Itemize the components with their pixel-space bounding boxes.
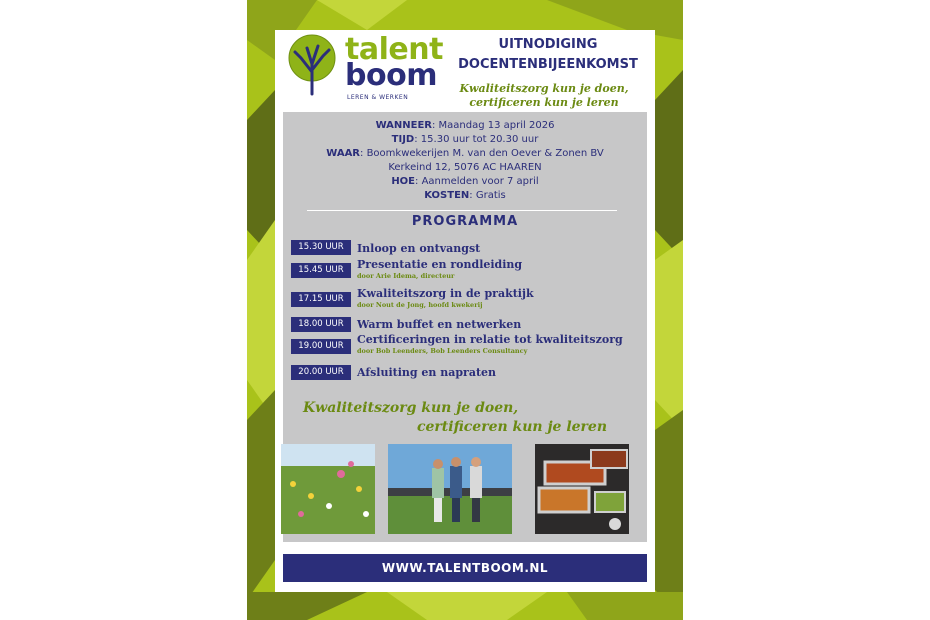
detail-adres: Kerkeind 12, 5076 AC HAAREN — [388, 162, 542, 173]
logo-wordmark-talent: talent — [345, 32, 443, 67]
time-badge: 20.00 UUR — [291, 365, 351, 380]
program-item-title: Afsluiting en napraten — [357, 366, 497, 379]
detail-waar: WAAR: Boomkwekerijen M. van den Oever & Zonen BV — [326, 148, 604, 159]
program-item-title: Inloop en ontvangst — [357, 242, 481, 255]
page-title-line2: DOCENTENBIJEENKOMST — [458, 57, 638, 72]
program-item-title: Warm buffet en netwerken — [357, 318, 522, 331]
time-badge: 19.00 UUR — [291, 339, 351, 354]
program-item-speaker: door Bob Leenders, Bob Leenders Consultancy — [357, 347, 528, 355]
detail-wanneer: WANNEER: Maandag 13 april 2026 — [375, 120, 555, 131]
flyer-frame — [247, 0, 683, 620]
website-url[interactable]: WWW.TALENTBOOM.NL — [381, 561, 549, 575]
program-item-speaker: door Arie Idema, directeur — [357, 272, 455, 280]
time-badge: 15.30 UUR — [291, 240, 351, 255]
program-item-title: Kwaliteitszorg in de praktijk — [357, 287, 534, 300]
programma-heading: PROGRAMMA — [411, 214, 519, 229]
divider — [307, 210, 617, 211]
program-item-title: Certificeringen in relatie tot kwaliteitszorg — [357, 333, 623, 346]
wildflowers-photo — [281, 444, 375, 534]
tagline-bottom-line1: Kwaliteitszorg kun je doen, — [303, 400, 519, 416]
invitation-card — [275, 30, 655, 592]
detail-tijd: TIJD: 15.30 uur tot 20.30 uur — [391, 134, 539, 145]
tagline-bottom-line2: certificeren kun je leren — [417, 419, 608, 435]
tagline-top-line1: Kwaliteitszorg kun je doen, — [459, 82, 629, 95]
nursery-people-photo — [388, 444, 512, 534]
buffet-photo — [535, 444, 629, 534]
detail-hoe: HOE: Aanmelden voor 7 april — [391, 176, 539, 187]
program-item-speaker: door Nout de Jong, hoofd kwekerij — [357, 301, 483, 309]
time-badge: 15.45 UUR — [291, 263, 351, 278]
tagline-top-line2: certificeren kun je leren — [469, 96, 619, 109]
program-item-title: Presentatie en rondleiding — [357, 258, 523, 271]
detail-kosten: KOSTEN: Gratis — [424, 190, 506, 201]
website-footer[interactable] — [283, 554, 647, 582]
tree-icon — [285, 34, 339, 98]
time-badge: 18.00 UUR — [291, 317, 351, 332]
time-badge: 17.15 UUR — [291, 292, 351, 307]
logo-wordmark-boom: boom — [345, 58, 437, 93]
page-title-line1: UITNODIGING — [498, 37, 598, 52]
talentboom-logo — [285, 32, 443, 102]
content-panel — [283, 112, 647, 542]
logo-subline: LEREN & WERKEN — [347, 94, 409, 101]
